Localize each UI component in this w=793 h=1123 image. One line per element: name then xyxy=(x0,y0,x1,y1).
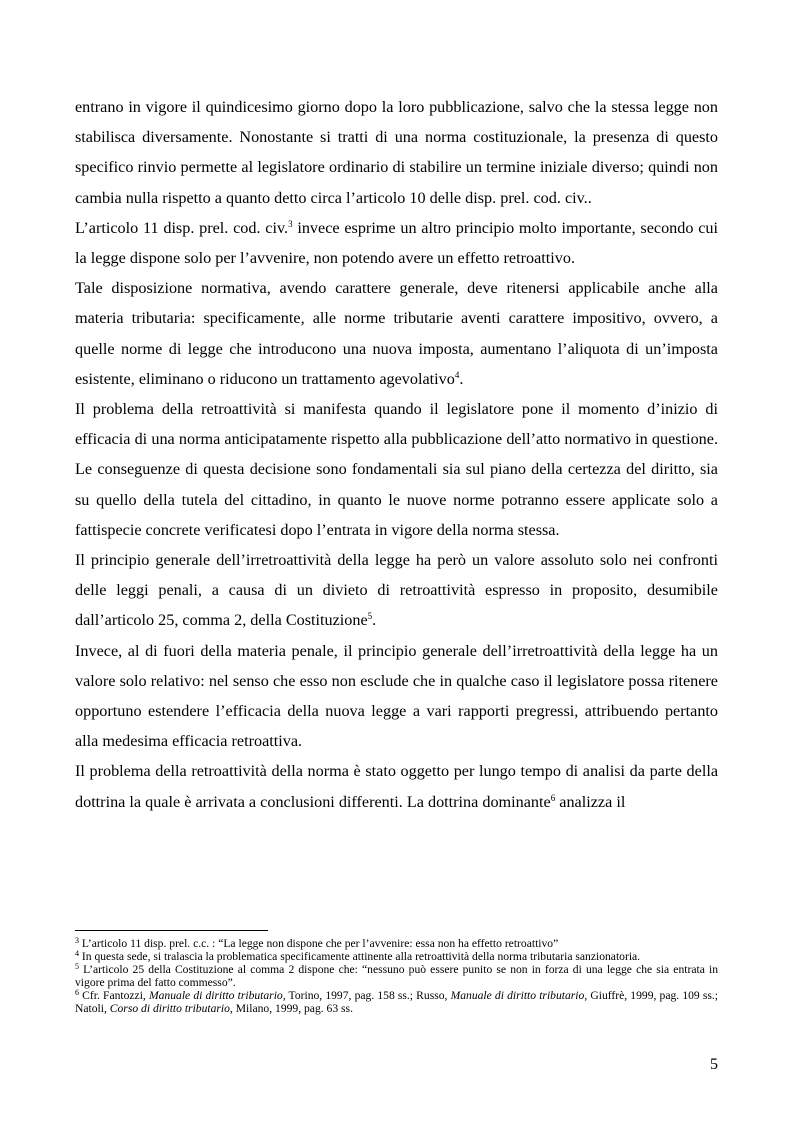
footnote-ref-5: 5 xyxy=(367,611,373,622)
footnote-ref-4: 4 xyxy=(454,369,460,380)
footnote-4: $^4$ In questa sede, si tralascia la problematica specificamente attinente alla retroattività della norma tributaria sanzionatoria. xyxy=(75,949,641,963)
paragraph-7: Il problema della retroattività della norma è stato oggetto per lungo tempo di analisi da parte della dottrina la quale è arrivata a conclusioni differenti. La dottrina dominante$^6$ analizza il xyxy=(75,762,718,811)
footnote-3: $^3$ L’articolo 11 disp. prel. c.c. : “La legge non dispone che per l’avvenire: essa non ha effetto retroattivo” xyxy=(75,936,559,950)
paragraph-3: Tale disposizione normativa, avendo carattere generale, deve ritenersi applicabile anche alla materia tributaria: specificamente, alle norme tributarie aventi carattere impositivo, ovvero, a quelle norme di legge che introducono una nuova imposta, aumentano l’aliquota di un’imposta esistente, eliminano o riducono un trattamento agevolativo$^4$. xyxy=(75,279,718,388)
page-number: 5 xyxy=(710,1056,718,1073)
footnote-5: $^5$ L’articolo 25 della Costituzione al comma 2 dispone che: “nessuno può essere punito se non in forza di una legge che sia entrata in vigore prima del fatto commesso”. xyxy=(75,962,718,989)
paragraph-1: entrano in vigore il quindicesimo giorno dopo la loro pubblicazione, salvo che la stessa legge non stabilisca diversamente. Nonostante si tratti di una norma costituzionale, la presenza di questo specifico rinvio permette al legislatore ordinario di stabilire un termine iniziale diverso; quindi non cambia nulla rispetto a quanto detto circa l’articolo 10 delle disp. prel. cod. civ.. xyxy=(75,98,718,207)
paragraph-2: L’articolo 11 disp. prel. cod. civ.$^3$ invece esprime un altro principio molto importante, secondo cui la legge dispone solo per l’avvenire, non potendo avere un effetto retroattivo. xyxy=(75,218,718,268)
footnote-ref-6: 6 xyxy=(550,792,556,803)
footnotes xyxy=(75,930,718,1015)
paragraph-5: Il principio generale dell’irretroattività della legge ha però un valore assoluto solo nei confronti delle leggi penali, a causa di un divieto di retroattività espresso in proposito, desumibile dall’articolo 25, comma 2, della Costituzione$^5$. xyxy=(75,551,718,630)
footnote-divider xyxy=(75,930,268,931)
footnote-6: $^6$ Cfr. Fantozzi, Manuale di diritto tributario, Torino, 1997, pag. 158 ss.; Russo, Manuale di diritto tributario, Giuffrè, 1999, pag. 109 ss.; Natoli, Corso di diritto tributario, Milano, 1999, pag. 63 ss. xyxy=(75,988,718,1015)
paragraph-4: Il problema della retroattività si manifesta quando il legislatore pone il momento d’inizio di efficacia di una norma anticipatamente rispetto alla pubblicazione dell’atto normativo in questione. Le conseguenze di questa decisione sono fondamentali sia sul piano della certezza del diritto, sia su quello della tutela del cittadino, in quanto le nuove norme potranno essere applicate solo a fattispecie concrete verificatesi dopo l’entrata in vigore della norma stessa. xyxy=(75,400,718,539)
main-text xyxy=(75,92,718,817)
footnote-ref-3: 3 xyxy=(288,218,293,229)
paragraph-6: Invece, al di fuori della materia penale, il principio generale dell’irretroattività della legge ha un valore solo relativo: nel senso che esso non esclude che in qualche caso il legislatore possa ritenere opportuno estendere l’efficacia della nuova legge a vari rapporti pregressi, attribuendo pertanto alla medesima efficacia retroattiva. xyxy=(75,641,718,751)
